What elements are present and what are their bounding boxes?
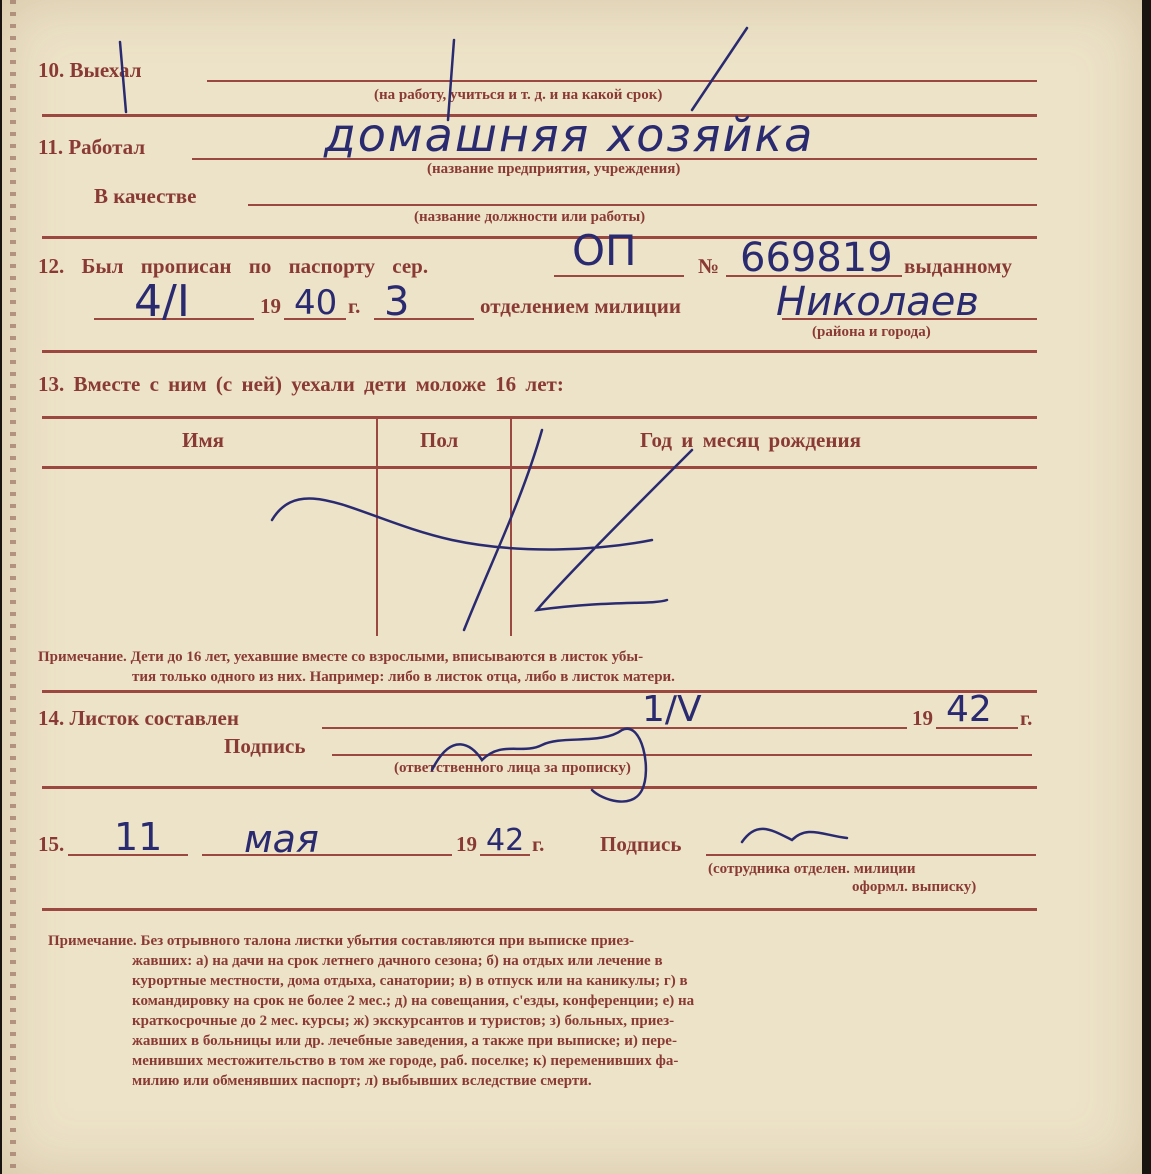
cancel-stroke: [448, 40, 454, 120]
passport-series-handwriting: ОП: [572, 226, 637, 275]
note-2-line: жавших: а) на дачи на срок летнего дачного сезона; б) на отдых или лечение в: [132, 953, 663, 969]
note-2-line: милию или обменявших паспорт; л) выбывших вследствие смерти.: [132, 1073, 592, 1089]
issued-label: выданному: [904, 254, 1012, 278]
field-11-hint: (название предприятия, учреждения): [427, 161, 681, 177]
signature-stroke: [742, 829, 847, 842]
work-handwriting: домашняя хозяйка: [324, 108, 815, 162]
field-14-label: 14. Листок составлен: [38, 706, 239, 730]
f15-hint-1: (сотрудника отделен. милиции: [708, 861, 916, 877]
field-10-hint: (на работу, учиться и т. д. и на какой срок): [374, 87, 663, 103]
note-2-line: жавших в больницы или др. лечебные заведения, а также при выписке; и) пере-: [132, 1033, 677, 1049]
field-10-label: 10. Выехал: [38, 58, 142, 82]
signature-stroke: [432, 729, 646, 802]
field-11b-label: В качестве: [94, 184, 197, 208]
column-name: Имя: [182, 428, 224, 452]
cancel-stroke: [120, 42, 126, 112]
f14-year-suffix: г.: [1020, 706, 1033, 730]
note-2-line: краткосрочные до 2 мес. курсы; ж) экскурсантов и туристов; з) больных, приез-: [132, 1013, 675, 1029]
f15-year-suffix: г.: [532, 832, 545, 856]
note-2-line: курортные местности, дома отдыха, санатории; в) в отпуск или на каникулы; г) в: [132, 973, 688, 989]
note-2-line: командировку на срок не более 2 мес.; д) на совещания, с'езды, конференции; е) на: [132, 993, 695, 1009]
column-birth: Год и месяц рождения: [640, 428, 861, 452]
militia-hint: (района и города): [812, 324, 931, 340]
passport-number-handwriting: 669819: [740, 235, 893, 281]
f15-hint-2: оформл. выписку): [852, 879, 977, 895]
f14-date-handwriting: 1/V: [642, 689, 702, 730]
issue-year-handwriting: 40: [294, 283, 338, 323]
number-sign: №: [698, 254, 720, 278]
note-2-line: Примечание. Без отрывного талона листки убытия составляются при выписке приез-: [48, 933, 635, 949]
column-sex: Пол: [420, 428, 459, 452]
f14-year-prefix: 19: [912, 706, 933, 730]
f14-sign-label: Подпись: [224, 734, 306, 758]
field-12-label: 12. Был прописан по паспорту сер.: [38, 254, 429, 278]
militia-city-handwriting: Николаев: [776, 279, 979, 325]
f14-hint: (ответственного лица за прописку): [394, 760, 631, 776]
note-1-line-1: Примечание. Дети до 16 лет, уехавшие вместе со взрослыми, вписываются в листок убы-: [38, 649, 644, 665]
f14-year-handwriting: 42: [946, 689, 992, 730]
note-1-line-2: тия только одного из них. Например: либо в листок отца, либо в листок матери.: [132, 669, 675, 685]
field-13-label: 13. Вместе с ним (с ней) уехали дети моложе 16 лет:: [38, 372, 564, 396]
note-2-line: менивших местожительство в том же городе, раб. поселке; к) переменивших фа-: [132, 1053, 679, 1069]
field-11b-hint: (название должности или работы): [414, 209, 646, 225]
field-11-label: 11. Работал: [38, 135, 146, 159]
table-cancel-flourish: [272, 430, 692, 630]
field-15-label: 15.: [38, 832, 65, 856]
issue-date-handwriting: 4/I: [134, 276, 190, 327]
year-prefix: 19: [260, 294, 281, 318]
f15-year-handwriting: 42: [486, 823, 525, 858]
f15-year-prefix: 19: [456, 832, 477, 856]
militia-dept-label: отделением милиции: [480, 294, 681, 318]
militia-number-handwriting: 3: [384, 279, 410, 325]
ink-strokes: [2, 0, 1142, 1174]
f15-day-handwriting: 11: [114, 815, 163, 859]
year-suffix: г.: [348, 294, 361, 318]
departure-form: [2, 0, 1142, 1174]
f15-month-handwriting: мая: [244, 817, 319, 861]
cancel-stroke: [692, 28, 747, 110]
f15-sign-label: Подпись: [600, 832, 682, 856]
